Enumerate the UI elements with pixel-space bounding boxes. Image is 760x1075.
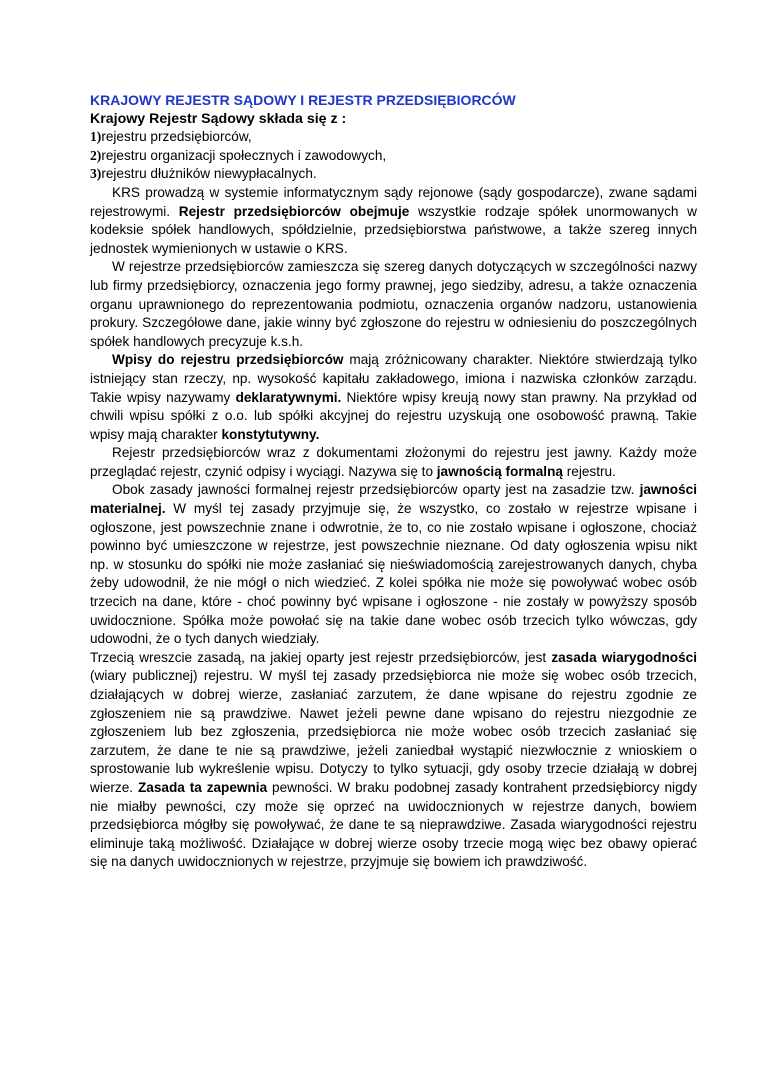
paragraph-register-data: W rejestrze przedsiębiorców zamieszcza się szereg danych dotyczących w szczególności nazwy lub firmy przedsiębiorcy, oznaczenia jego formy prawnej, jego siedziby, adresu, a także oznaczenia organu uprawnionego do reprezentowania podmiotu, oznaczenia organów nadzoru, ustanowienia prokury. Szczegółowe dane, jakie winny być zgłoszone do rejestru w odniesieniu do poszczególnych spółek handlowych precyzuje k.s.h. bbox=[90, 259, 697, 349]
document-subtitle: Krajowy Rejestr Sądowy składa się z : bbox=[90, 110, 347, 127]
bold-run: zasada wiarygodności bbox=[551, 649, 697, 665]
paragraph-krs bbox=[90, 184, 697, 258]
list-number: 3) bbox=[90, 166, 102, 182]
text-run: KRS prowadzą w systemie informatycznym sądy rejonowe (sądy gospodarcze), zwane sądami rejestrowymi. bbox=[90, 184, 697, 219]
text-run: Rejestr przedsiębiorców wraz z dokumentami złożonymi do rejestru jest jawny. Każdy może przeglądać rejestr, czynić odpisy i wyciągi. Nazywa się to bbox=[90, 445, 697, 479]
paragraph-material-openness bbox=[90, 481, 697, 648]
paragraph-formal-openness bbox=[90, 444, 697, 481]
bold-run: deklaratywnymi. bbox=[235, 389, 342, 405]
bold-run: Zasada ta zapewnia bbox=[137, 779, 268, 795]
text-run: Obok zasady jawności formalnej rejestr przedsiębiorców oparty jest na zasadzie tzw. bbox=[112, 482, 640, 498]
list-text: rejestru organizacji społecznych i zawodowych, bbox=[101, 147, 387, 163]
document-page bbox=[90, 91, 697, 872]
list-number: 2) bbox=[90, 147, 102, 163]
bold-run: konstytutywny. bbox=[221, 426, 320, 442]
list-item bbox=[90, 128, 697, 147]
bold-run: Rejestr przedsiębiorców obejmuje bbox=[178, 203, 410, 219]
list-item bbox=[90, 165, 697, 184]
list-text: rejestru dłużników niewypłacalnych. bbox=[101, 166, 317, 182]
text-run: Niektóre wpisy kreują nowy stan prawny. Na przykład od chwili wpisu spółki z o.o. lub spółki akcyjnej do rejestru uzyskują one osobowość prawną. Takie wpisy mają charakter bbox=[90, 389, 697, 442]
text-run: W myśl tej zasady przyjmuje się, że wszystko, co zostało w rejestrze wpisane i ogłoszone, jest powszechnie znane i odwrotnie, że to, co nie zostało wpisane i ogłoszone, chociaż powinno być umieszczone w rejestrze, jest powszechnie nieznane. Od daty ogłoszenia wpisu nikt np. w stosunku do spółki nie może zasłaniać się nieświadomością zarejestrowanych danych, chyba żeby udowodnił, że nie mógł o nich wiedzieć. Z kolei spółka nie może się powoływać wobec osób trzecich na dane, które - choć powinny być wpisane i ogłoszone - nie zostały w powyższy sposób uwidocznione. Spółka może powołać się na takie dane wobec osób trzecich tylko wówczas, gdy udowodni, że o tych danych wiedziały. bbox=[90, 501, 697, 647]
text-run: rejestru. bbox=[562, 463, 616, 479]
bold-run: jawności materialnej. bbox=[90, 482, 697, 517]
list-text: rejestru przedsiębiorców, bbox=[101, 129, 252, 145]
list-number: 1) bbox=[90, 129, 102, 145]
text-run: Trzecią wreszcie zasadą, na jakiej oparty jest rejestr przedsiębiorców, jest bbox=[90, 649, 552, 665]
text-run: wszystkie rodzaje spółek unormowanych w kodeksie spółek handlowych, spółdzielnie, przedsiębiorstwa państwowe, a także szereg innych jednostek wymienionych w ustawie o KRS. bbox=[90, 203, 697, 256]
bold-run: jawnością formalną bbox=[436, 463, 563, 479]
text-run: mają zróżnicowany charakter. Niektóre stwierdzają tylko istniejący stan rzeczy, np. wysokość kapitału zakładowego, imiona i nazwiska członków zarządu. Takie wpisy nazywamy bbox=[90, 352, 698, 405]
paragraph-credibility bbox=[90, 649, 697, 872]
document-title: KRAJOWY REJESTR SĄDOWY I REJESTR PRZEDSIĘBIORCÓW bbox=[90, 92, 516, 108]
text-run: pewności. W braku podobnej zasady kontrahent przedsiębiorcy nigdy nie miałby pewności, czy może się oprzeć na uwidocznionych w rejestrze danych, bowiem przedsiębiorca mógłby się powoływać, że dane te są nieprawdziwe. Zasada wiarygodności rejestru eliminuje taką możliwość. Działające w dobrej wierze osoby trzecie mogą więc bez obawy opierać się na danych uwidocznionych w rejestrze, przyjmuje się bowiem ich prawdziwość. bbox=[90, 779, 697, 870]
paragraph-entries bbox=[90, 351, 697, 444]
list-item bbox=[90, 147, 697, 166]
text-run: (wiary publicznej) rejestru. W myśl tej zasady przedsiębiorca nie może się wobec osób trzecich, działających w dobrej wierze, zasłaniać zarzutem, że dane wpisane do rejestru zgodnie ze zgłoszeniem nie są prawdziwe. Nawet jeżeli pewne dane wpisano do rejestru niezgodnie ze zgłoszeniem lub bez zgłoszenia, przedsiębiorca nie może wobec osób trzecich zasłaniać się zarzutem, że dane te nie są prawdziwe, jeżeli zaniedbał wystąpić niezwłocznie z wnioskiem o sprostowanie lub wykreślenie wpisu. Dotyczy to tylko sytuacji, gdy osoby trzecie działają w dobrej wierze. bbox=[90, 668, 697, 795]
bold-run: Wpisy do rejestru przedsiębiorców bbox=[112, 352, 344, 368]
